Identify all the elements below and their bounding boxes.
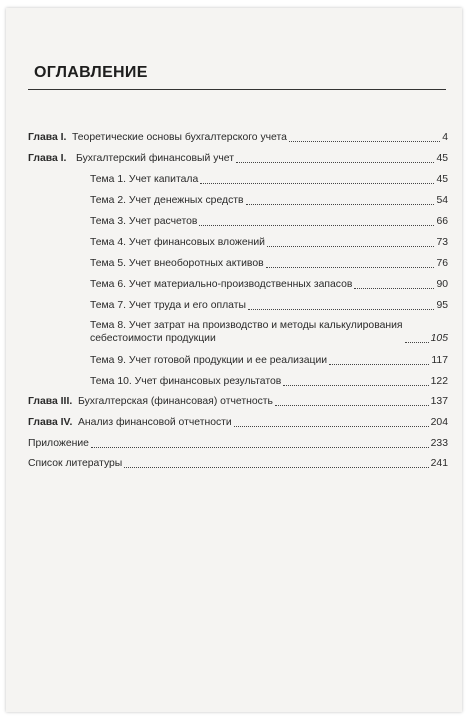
dot-leader <box>236 162 434 163</box>
toc-entry <box>90 355 448 367</box>
page-number: 76 <box>436 258 448 269</box>
heading-rule <box>28 89 446 90</box>
page-heading: ОГЛАВЛЕНИЕ <box>34 64 148 81</box>
page-number: 73 <box>436 237 448 248</box>
page-number: 95 <box>436 300 448 311</box>
entry-title: Бухгалтерский финансовый учет <box>76 153 234 164</box>
dot-leader <box>91 447 429 448</box>
toc-entry <box>28 438 448 450</box>
page-number: 137 <box>430 396 448 407</box>
entry-title: Тема 6. Учет материально-производственных запасов <box>90 279 353 290</box>
entry-title: Тема 9. Учет готовой продукции и ее реализации <box>90 355 328 366</box>
dot-leader <box>234 426 429 427</box>
dot-leader <box>246 204 435 205</box>
dot-leader <box>275 405 429 406</box>
page-number: 66 <box>436 216 448 227</box>
toc-entry <box>28 153 448 165</box>
entry-title-continued: себестоимости продукции <box>90 333 216 344</box>
toc-entry <box>28 417 448 429</box>
entry-title: Анализ финансовой отчетности <box>78 417 232 428</box>
page-number: 90 <box>436 279 448 290</box>
dot-leader <box>199 225 434 226</box>
page-number: 204 <box>430 417 448 428</box>
page-number: 105 <box>430 333 448 344</box>
entry-title: Тема 5. Учет внеоборотных активов <box>90 258 264 269</box>
chapter-number: Глава I. <box>28 153 67 164</box>
page-number: 233 <box>430 438 448 449</box>
toc-entry <box>90 258 448 270</box>
toc-entry <box>90 320 448 345</box>
entry-title: Список литературы <box>28 458 123 469</box>
entry-title: Тема 7. Учет труда и его оплаты <box>90 300 246 311</box>
entry-title: Тема 8. Учет затрат на производство и методы калькулирования <box>90 320 403 331</box>
dot-leader <box>329 364 429 365</box>
page-number: 117 <box>431 355 448 366</box>
chapter-number: Глава III. <box>28 396 73 407</box>
dot-leader <box>289 141 440 142</box>
chapter-number: Глава I. <box>28 132 67 143</box>
dot-leader <box>200 183 434 184</box>
entry-title: Тема 3. Учет расчетов <box>90 216 198 227</box>
toc-entry <box>90 237 448 249</box>
dot-leader <box>354 288 434 289</box>
entry-title: Тема 2. Учет денежных средств <box>90 195 244 206</box>
toc-entry <box>90 376 448 388</box>
toc-entry <box>90 195 448 207</box>
toc-entry <box>28 396 448 408</box>
entry-title: Тема 4. Учет финансовых вложений <box>90 237 265 248</box>
page-number: 45 <box>436 174 448 185</box>
entry-title: Тема 10. Учет финансовых результатов <box>90 376 282 387</box>
page-number: 241 <box>430 458 448 469</box>
entry-title: Приложение <box>28 438 89 449</box>
page-number: 45 <box>436 153 448 164</box>
entry-title: Теоретические основы бухгалтерского учета <box>72 132 287 143</box>
entry-title: Тема 1. Учет капитала <box>90 174 199 185</box>
entry-title: Бухгалтерская (финансовая) отчетность <box>78 396 273 407</box>
dot-leader <box>405 342 429 343</box>
toc-entry <box>90 216 448 228</box>
page-number: 122 <box>430 376 448 387</box>
toc-entry <box>28 132 448 144</box>
chapter-number: Глава IV. <box>28 417 73 428</box>
dot-leader <box>266 267 435 268</box>
book-page <box>6 8 462 712</box>
page-number: 54 <box>436 195 448 206</box>
dot-leader <box>267 246 434 247</box>
toc-entry <box>90 300 448 312</box>
dot-leader <box>248 309 434 310</box>
page-number: 4 <box>442 132 448 143</box>
dot-leader <box>124 467 428 468</box>
toc-entry <box>90 279 448 291</box>
toc-entry <box>90 174 448 186</box>
toc-entry <box>28 458 448 470</box>
dot-leader <box>283 385 428 386</box>
